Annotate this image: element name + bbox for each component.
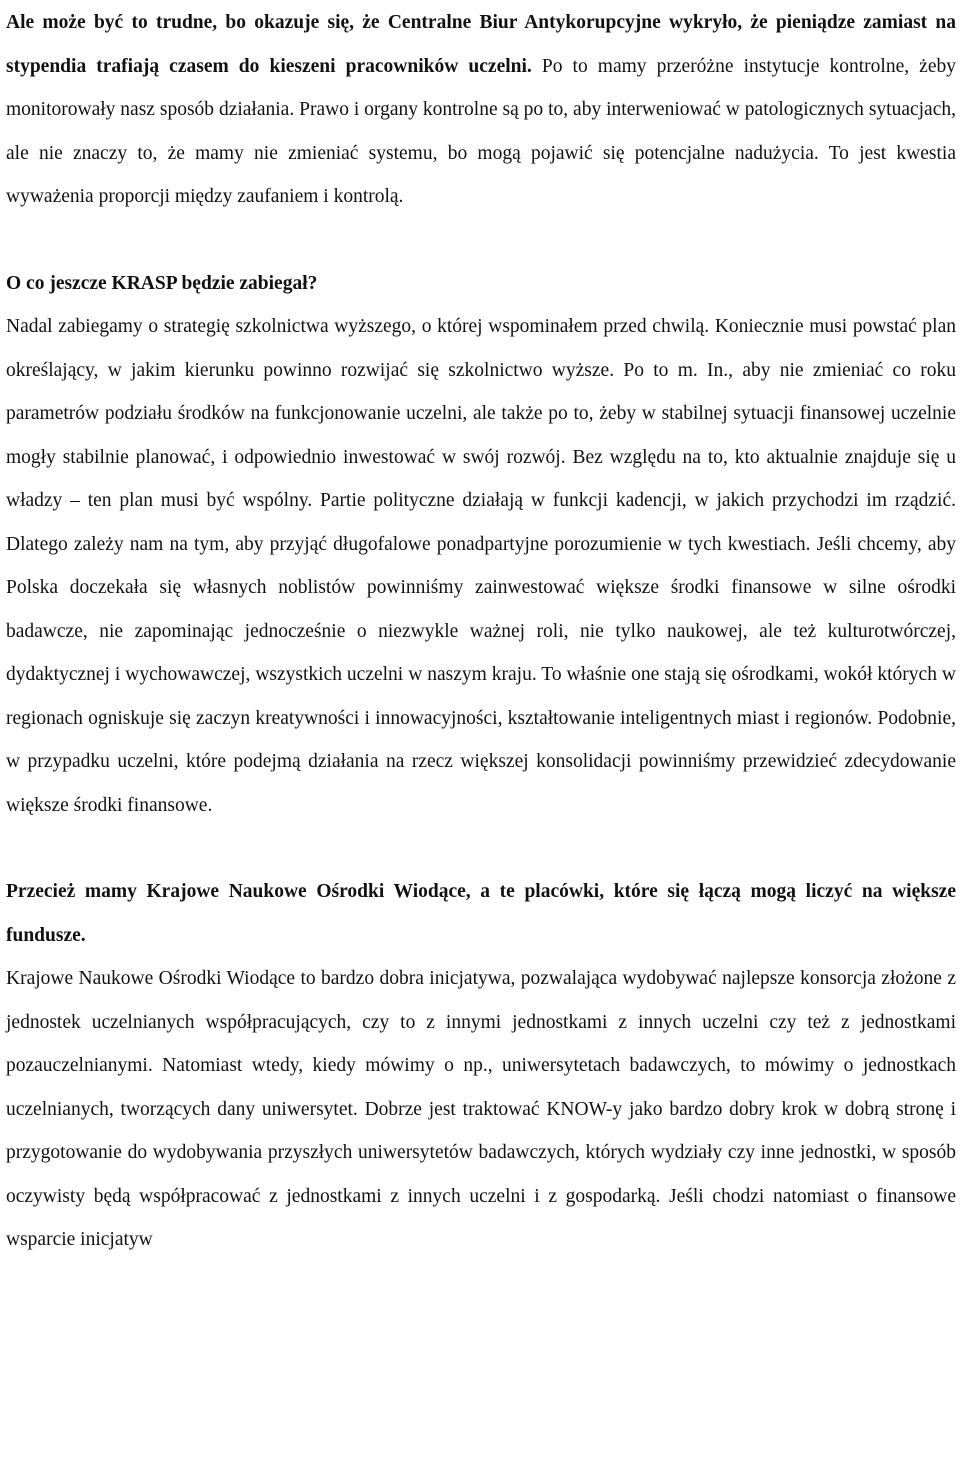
question-heading: Przecież mamy Krajowe Naukowe Ośrodki Wiodące, a te placówki, które się łączą mogą liczyć na większe fundusze. xyxy=(6,881,956,946)
paragraph-gap xyxy=(6,827,956,870)
intro-paragraph xyxy=(6,1,956,219)
document-page xyxy=(6,1,956,1262)
intro-bold-text: Ale może być to trudne, bo okazuje się, że Centralne Biur Antykorupcyjne wykryło, że pieniądze zamiast na stypendia trafiają czasem do kieszeni pracowników uczelni. xyxy=(6,12,956,77)
question-heading: O co jeszcze KRASP będzie zabiegał? xyxy=(6,272,318,294)
answer-paragraph: Nadal zabiegamy o strategię szkolnictwa wyższego, o której wspominałem przed chwilą. Koniecznie musi powstać plan określający, w jakim kierunku powinno rozwijać się szkolnictwo wyższe. Po to m. In., aby nie zmieniać co roku parametrów podziału środków na funkcjonowanie uczelni, ale także po to, żeby w stabilnej sytuacji finansowej uczelnie mogły stabilnie planować, i odpowiednio inwestować w swój rozwój. Bez względu na to, kto aktualnie znajduje się u władzy – ten plan musi być wspólny. Partie polityczne działają w funkcji kadencji, w jakich przychodzi im rządzić. Dlatego zależy nam na tym, aby przyjąć długofalowe ponadpartyjne porozumienie w tych kwestiach. Jeśli chcemy, aby Polska doczekała się własnych noblistów powinniśmy zainwestować większe środki finansowe w silne ośrodki badawcze, nie zapominając jednocześnie o niezwykle ważnej roli, nie tylko naukowej, ale też kulturotwórczej, dydaktycznej i wychowawczej, wszystkich uczelni w naszym kraju. To właśnie one stają się ośrodkami, wokół których w regionach ogniskuje się zaczyn kreatywności i innowacyjności, kształtowanie inteligentnych miast i regionów. Podobnie, w przypadku uczelni, które podejmą działania na rzecz większej konsolidacji powinniśmy przewidzieć zdecydowanie większe środki finansowe. xyxy=(6,316,956,816)
paragraph-gap xyxy=(6,219,956,262)
answer-paragraph: Krajowe Naukowe Ośrodki Wiodące to bardzo dobra inicjatywa, pozwalająca wydobywać najlepsze konsorcja złożone z jednostek uczelnianych współpracujących, czy to z innymi jednostkami z innych uczelni czy też z jednostkami pozauczelnianymi. Natomiast wtedy, kiedy mówimy o np., uniwersytetach badawczych, to mówimy o jednostkach uczelnianych, tworzących dany uniwersytet. Dobrze jest traktować KNOW-y jako bardzo dobry krok w dobrą stronę i przygotowanie do wydobywania przyszłych uniwersytetów badawczych, których wydziały czy inne jednostki, w sposób oczywisty będą współpracować z jednostkami z innych uczelni i z gospodarką. Jeśli chodzi natomiast o finansowe wsparcie inicjatyw xyxy=(6,968,956,1250)
intro-text: Po to mamy przeróżne instytucje kontrolne, żeby monitorowały nasz sposób działania. Prawo i organy kontrolne są po to, aby interweniować w patologicznych sytuacjach, ale nie znaczy to, że mamy nie zmieniać systemu, bo mogą pojawić się potencjalne nadużycia. To jest kwestia wyważenia proporcji między zaufaniem i kontrolą. xyxy=(6,55,956,207)
